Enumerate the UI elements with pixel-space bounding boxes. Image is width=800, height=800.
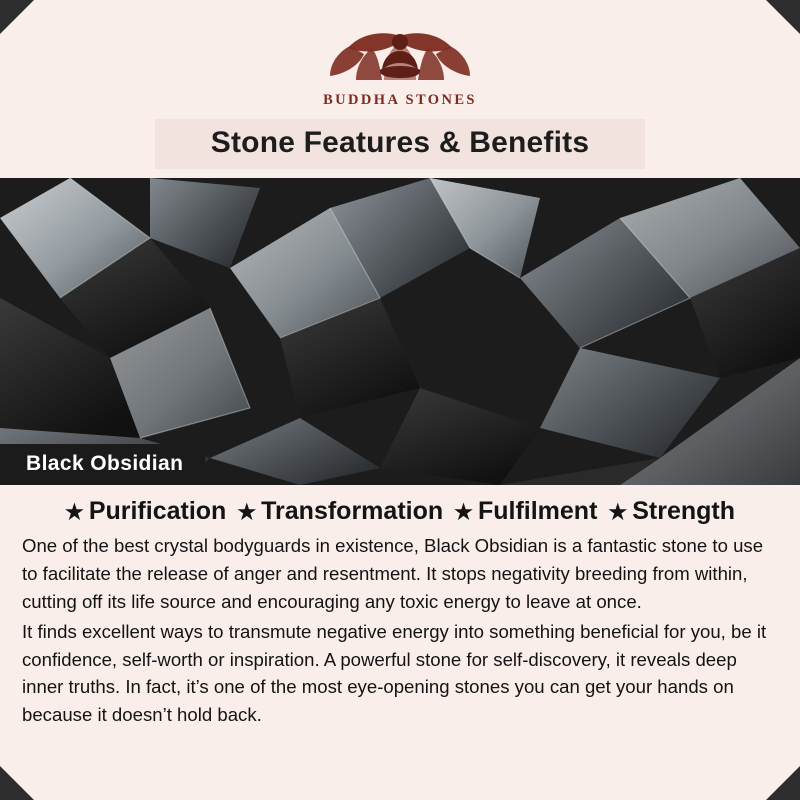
star-icon: ★ <box>64 501 84 524</box>
benefit-item <box>454 497 597 526</box>
benefit-label: Fulfilment <box>477 497 598 525</box>
benefit-item <box>608 497 735 526</box>
obsidian-crystal-illustration <box>0 178 800 485</box>
brand-name: BUDDHA STONES <box>323 92 477 108</box>
benefits-list <box>0 497 800 526</box>
corner-accent-bottom-left <box>0 766 34 800</box>
benefit-label: Transformation <box>261 497 444 525</box>
benefit-label: Purification <box>88 497 227 525</box>
benefit-item <box>237 497 443 526</box>
stone-name-label: Black Obsidian <box>0 444 205 485</box>
benefit-label: Strength <box>632 497 736 525</box>
hero-image <box>0 178 800 485</box>
benefit-item <box>65 497 226 526</box>
brand-header <box>0 0 800 109</box>
corner-accent-top-left <box>0 0 34 34</box>
star-icon: ★ <box>237 501 257 524</box>
body-paragraph-1: One of the best crystal bodyguards in existence, Black Obsidian is a fantastic stone to use to facilitate the release of anger and resentment. It stops negativity breeding from within, cutting off its life source and encouraging any toxic energy to leave at once. <box>22 535 764 612</box>
lotus-meditation-icon <box>320 18 480 88</box>
body-paragraph-2: It finds excellent ways to transmute negative energy into something beneficial for you, be it confidence, self-worth or inspiration. A powerful stone for self-discovery, it reveals deep inner truths. In fact, it’s one of the most eye-opening stones you can get your hands on because it doesn’t hold back. <box>22 620 767 726</box>
body-copy <box>0 526 800 729</box>
corner-accent-bottom-right <box>766 766 800 800</box>
page-title: Stone Features & Benefits <box>210 126 590 159</box>
title-band <box>155 119 645 169</box>
star-icon: ★ <box>608 501 628 524</box>
corner-accent-top-right <box>766 0 800 34</box>
star-icon: ★ <box>454 501 473 524</box>
